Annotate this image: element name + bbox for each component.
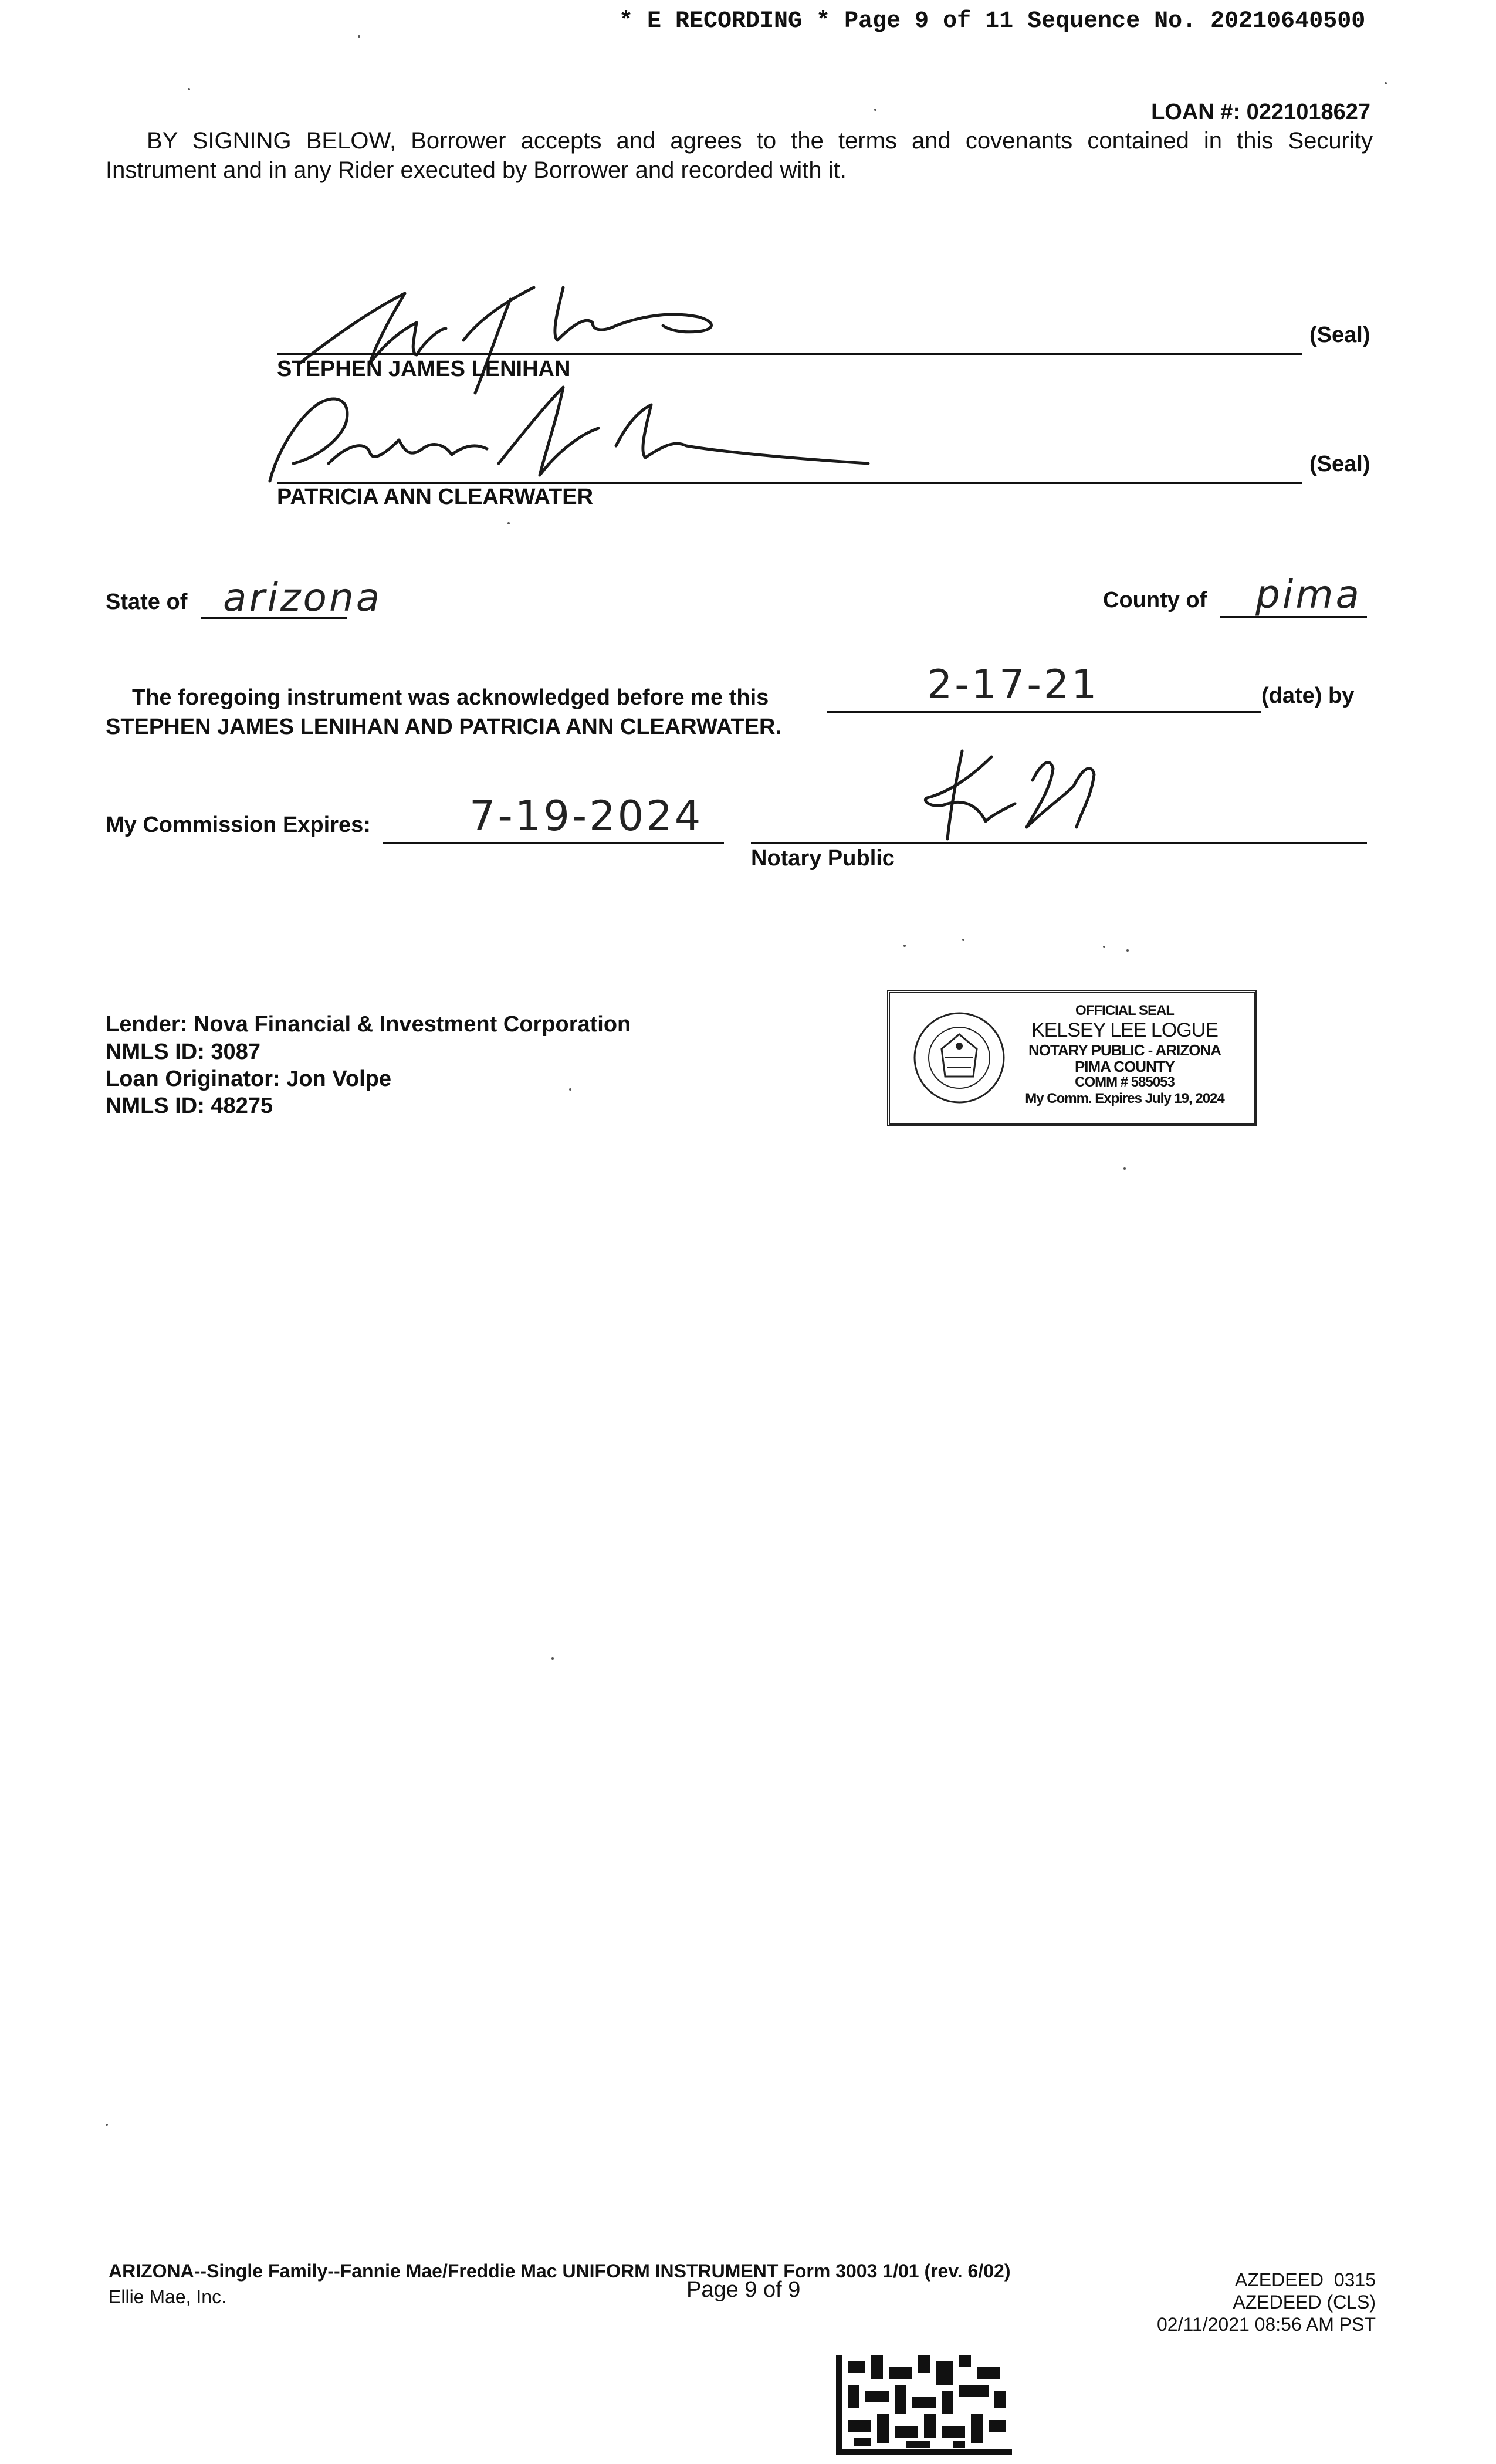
signature-notary <box>915 745 1126 845</box>
scan-speck <box>1126 949 1129 952</box>
state-label: State of <box>106 590 188 614</box>
ack-date-handwritten: 2-17-21 <box>927 662 1099 708</box>
notary-stamp <box>887 990 1257 1126</box>
loan-originator: Loan Originator: Jon Volpe <box>106 1067 391 1091</box>
barcode-2d <box>836 2355 1012 2455</box>
notary-public-label: Notary Public <box>751 846 895 871</box>
commission-line <box>383 842 724 844</box>
signer-2-seal: (Seal) <box>1309 452 1370 476</box>
recording-header: * E RECORDING * Page 9 of 11 Sequence No. 20210640500 <box>619 8 1366 35</box>
scan-speck <box>903 945 906 947</box>
ack-date-line <box>827 711 1261 713</box>
scan-speck <box>358 35 360 38</box>
scan-speck <box>1103 946 1105 948</box>
stamp-line-3: NOTARY PUBLIC - ARIZONA <box>1028 1041 1221 1059</box>
stamp-line-6: My Comm. Expires July 19, 2024 <box>1025 1091 1224 1106</box>
scan-speck <box>569 1088 571 1091</box>
signature-patricia <box>252 375 927 493</box>
scan-speck <box>874 109 876 111</box>
footer-code-1: AZEDEED 0315 <box>1234 2269 1376 2290</box>
scan-speck <box>962 939 964 941</box>
scan-speck <box>507 522 510 524</box>
scan-speck <box>1123 1167 1126 1170</box>
footer-page: Page 9 of 9 <box>686 2277 801 2302</box>
state-seal-emblem <box>912 1011 1006 1105</box>
scan-speck <box>106 2124 108 2126</box>
footer-form-line: ARIZONA--Single Family--Fannie Mae/Freddie Mac UNIFORM INSTRUMENT Form 3003 1/01 (rev. 6/02) <box>109 2260 1011 2282</box>
state-value-handwritten: arizona <box>223 575 383 620</box>
commission-label: My Commission Expires: <box>106 813 371 837</box>
loan-label: LOAN #: <box>1151 100 1241 124</box>
signature-line-1 <box>277 353 1302 355</box>
originator-nmls: NMLS ID: 48275 <box>106 1094 273 1118</box>
footer-company: Ellie Mae, Inc. <box>109 2286 226 2307</box>
loan-number: 0221018627 <box>1246 100 1370 124</box>
lender-nmls: NMLS ID: 3087 <box>106 1040 260 1064</box>
scan-speck <box>551 1657 554 1660</box>
ack-date-suffix: (date) by <box>1261 683 1355 708</box>
footer-code-2: AZEDEED (CLS) <box>1233 2292 1376 2313</box>
signature-line-2 <box>277 482 1302 484</box>
county-label: County of <box>1103 588 1207 612</box>
stamp-line-5: COMM # 585053 <box>1075 1074 1175 1090</box>
notary-signature-line <box>751 842 1367 844</box>
stamp-line-2: KELSEY LEE LOGUE <box>1031 1019 1218 1041</box>
ack-names: STEPHEN JAMES LENIHAN AND PATRICIA ANN CLEARWATER. <box>106 715 782 739</box>
scan-speck <box>188 88 190 90</box>
lender-name: Lender: Nova Financial & Investment Corporation <box>106 1012 631 1037</box>
intro-line-2: Instrument and in any Rider executed by Borrower and recorded with it. <box>106 157 847 183</box>
county-value-handwritten: pima <box>1255 572 1362 617</box>
signer-1-name: STEPHEN JAMES LENIHAN <box>277 357 571 381</box>
intro-line-1: BY SIGNING BELOW, Borrower accepts and agrees to the terms and covenants contained in this Security <box>147 128 1373 154</box>
stamp-line-1: OFFICIAL SEAL <box>1075 1003 1174 1018</box>
signer-1-seal: (Seal) <box>1309 323 1370 347</box>
stamp-line-4: PIMA COUNTY <box>1074 1058 1175 1075</box>
commission-value-handwritten: 7-19-2024 <box>469 792 703 840</box>
signer-2-name: PATRICIA ANN CLEARWATER <box>277 485 594 509</box>
footer-timestamp: 02/11/2021 08:56 AM PST <box>1157 2314 1376 2335</box>
scan-speck <box>1385 82 1387 84</box>
loan-number-line <box>1151 100 1370 125</box>
acknowledgment-text: The foregoing instrument was acknowledged before me this <box>132 685 769 710</box>
